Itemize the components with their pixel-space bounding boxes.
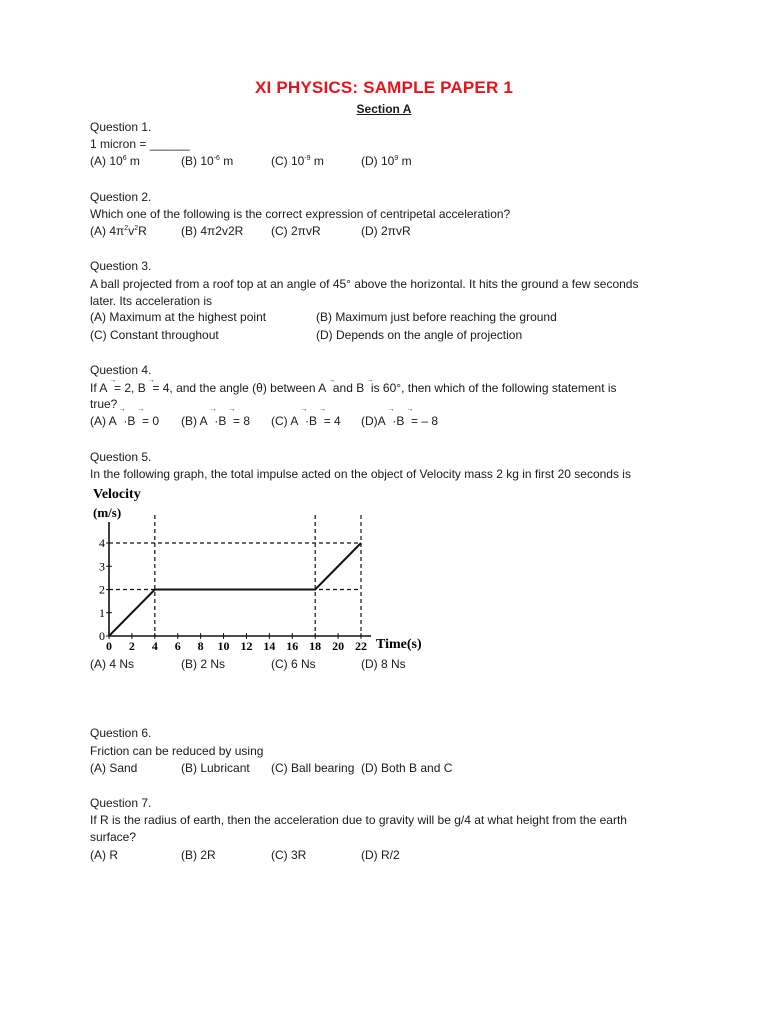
q2-option-c: (C) 2πvR (271, 224, 321, 238)
q7-option-b: (B) 2R (181, 848, 216, 862)
q6-option-c: (C) Ball bearing (271, 761, 355, 775)
q2-option-b: (B) 4π2v2R (181, 224, 244, 238)
q7-text-line1: If R is the radius of earth, then the acceleration due to gravity will be g/4 at what height from the earth (90, 813, 627, 827)
x-tick-label-12: 12 (240, 639, 253, 653)
q1-option-c: (C) $10^{-9}$ m (271, 154, 324, 168)
q4-option-a: (A) A → ·B → = 0 (90, 414, 159, 428)
q4-option-d: (D)A → ·B → = – 8 (361, 414, 438, 428)
q1-label: Question 1. (90, 120, 152, 134)
vector-arrow-icon (208, 414, 211, 428)
q6-label: Question 6. (90, 726, 152, 740)
q1-option-a: (A) $10^6$ m (90, 154, 140, 168)
y-axis-label-line1: Velocity (93, 487, 141, 502)
y-tick-label-3: 3 (99, 559, 105, 574)
q5-option-d: (D) 8 Ns (361, 657, 406, 671)
q7-option-c: (C) 3R (271, 848, 307, 862)
vector-arrow-icon (298, 414, 301, 428)
q5-option-a: (A) 4 Ns (90, 657, 135, 671)
q2-option-d: (D) 2πvR (361, 224, 411, 238)
q7-label: Question 7. (90, 796, 152, 810)
vector-arrow-icon (226, 414, 229, 428)
x-tick-label-4: 4 (151, 639, 158, 653)
q7-text-line2: surface? (90, 830, 137, 844)
q6-option-b: (B) Lubricant (181, 761, 250, 775)
y-tick-label-2: 2 (99, 582, 105, 597)
x-tick-label-16: 16 (286, 639, 299, 653)
q2-option-a: (A) $4\pi^2v^2R$ (90, 224, 147, 238)
q2-text: Which one of the following is the correct expression of centripetal acceleration? (90, 207, 511, 221)
vector-arrow-icon (107, 380, 110, 397)
vector-arrow-icon (317, 414, 320, 428)
q3-label: Question 3. (90, 259, 152, 273)
q6-text: Friction can be reduced by using (90, 744, 264, 758)
vector-arrow-icon (117, 414, 120, 428)
q1-option-d: (D) $10^9$ m (361, 154, 412, 168)
x-tick-label-8: 8 (197, 639, 204, 653)
x-tick-label-20: 20 (332, 639, 345, 653)
section-heading: Section A (356, 102, 412, 116)
q3-text-line2: later. Its acceleration is (90, 294, 213, 308)
q5-option-c: (C) 6 Ns (271, 657, 316, 671)
q4-label: Question 4. (90, 363, 152, 377)
x-tick-label-6: 6 (174, 639, 181, 653)
vector-arrow-icon (404, 414, 407, 428)
y-tick-label-4: 4 (99, 536, 105, 550)
q5-option-b: (B) 2 Ns (181, 657, 226, 671)
q6-option-a: (A) Sand (90, 761, 138, 775)
q7-option-d: (D) R/2 (361, 848, 400, 862)
x-tick-label-14: 14 (263, 639, 276, 653)
vector-arrow-icon (364, 380, 367, 397)
q2-label: Question 2. (90, 190, 152, 204)
x-tick-label-2: 2 (128, 639, 135, 653)
q5-text: In the following graph, the total impulse acted on the object of Velocity mass 2 kg in first 20 seconds is (90, 467, 631, 481)
paper-title: XI PHYSICS: SAMPLE PAPER 1 (254, 78, 514, 97)
x-tick-label-0: 0 (106, 639, 112, 653)
vector-arrow-icon (135, 414, 138, 428)
q5-label: Question 5. (90, 450, 152, 464)
x-tick-label-22: 22 (355, 639, 367, 653)
q4-text-line1: If A → = 2, B → = 4, and the angle (θ) between A → and B → is 60°, then which of the following statement is (90, 380, 617, 397)
y-axis-label-line2: (m/s) (93, 505, 122, 520)
velocity-time-graph (86, 480, 426, 655)
q3-text-line1: A ball projected from a roof top at an angle of 45° above the horizontal. It hits the ground a few seconds (90, 277, 639, 291)
q1-text: 1 micron = ______ (90, 137, 190, 151)
q1-option-b: (B) $10^{-6}$ m (181, 154, 234, 168)
q7-option-a: (A) R (90, 848, 118, 862)
y-tick-label-1: 1 (99, 605, 105, 620)
y-tick-label-0: 0 (99, 629, 105, 643)
q6-option-d: (D) Both B and C (361, 761, 453, 775)
q4-text-line2: true? (90, 397, 118, 411)
vector-arrow-icon (326, 380, 329, 397)
x-tick-label-10: 10 (217, 639, 230, 653)
q3-option-c: (C) Constant throughout (90, 328, 219, 342)
q4-option-c: (C) A → ·B → = 4 (271, 414, 341, 428)
vector-arrow-icon (386, 414, 389, 428)
q4-option-b: (B) A → ·B → = 8 (181, 414, 250, 428)
x-axis-label: Time(s) (376, 637, 422, 652)
vector-arrow-icon (146, 380, 149, 397)
q3-option-d: (D) Depends on the angle of projection (316, 328, 523, 342)
x-tick-label-18: 18 (309, 639, 322, 653)
q3-option-b: (B) Maximum just before reaching the ground (316, 310, 557, 324)
q3-option-a: (A) Maximum at the highest point (90, 310, 267, 324)
